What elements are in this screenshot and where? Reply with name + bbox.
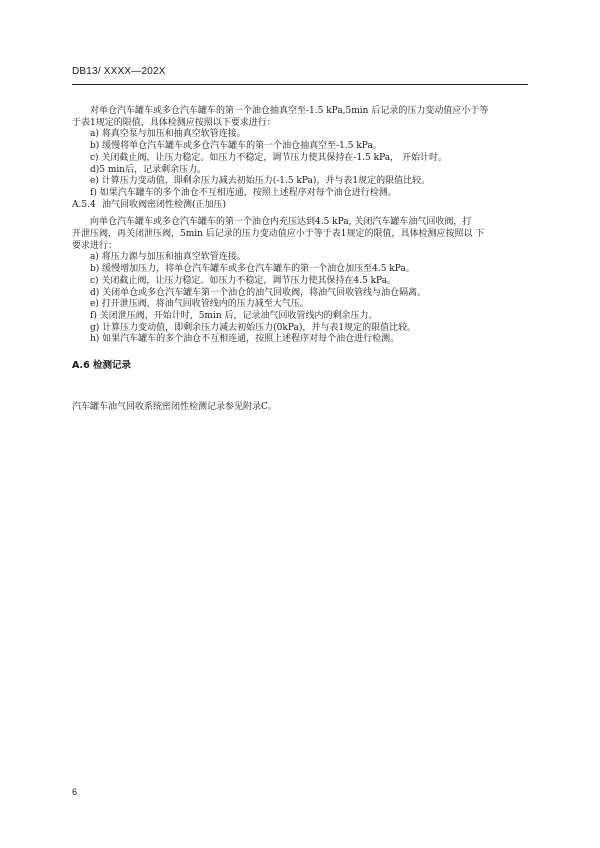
- document-id-header: DB13/ XXXX—202X: [72, 66, 166, 77]
- a54-item-b: b) 缓慢增加压力，将单仓汽车罐车或多仓汽车罐车的第一个油仓加压至4.5 kPa。: [90, 264, 415, 275]
- a54-title: 油气回收阀密闭性检测(正加压): [102, 199, 227, 210]
- a6-body: 汽车罐车油气回收系统密闭性检测记录参见附录C。: [72, 401, 277, 412]
- a53-item-b: b) 缓慢将单仓汽车罐车或多仓汽车罐车的第一个油仓抽真空至-1.5 kPa。: [90, 141, 382, 152]
- a53-item-d: d)5 min后，记录剩余压力。: [90, 164, 207, 175]
- a54-heading: [72, 200, 542, 212]
- a54-item-a: a) 将压力源与加压和抽真空软管连接。: [90, 252, 246, 263]
- a54-item-h: h) 如果汽车罐车的多个油仓不互相连通，按照上述程序对每个油仓进行检测。: [90, 334, 400, 345]
- header-divider: [72, 84, 528, 85]
- a54-item-e: e) 打开泄压阀，将油气回收管线内的压力减至大气压。: [90, 299, 309, 310]
- a53-intro-line-2: 于表1规定的限值，具体检测应按照以下要求进行：: [72, 117, 276, 128]
- a53-item-c: c) 关闭截止阀，让压力稳定。如压力不稳定，调节压力使其保持在-1.5 kPa， 开始计时。: [90, 152, 447, 163]
- a54-intro-line-1: 向单仓汽车罐车或多仓汽车罐车的第一个油仓内充压达到4.5 kPa, 关闭汽车罐车油气回收阀，打: [90, 217, 472, 228]
- a54-item-f: f) 关闭泄压阀，开始计时，5min 后，记录油气回收管线内的剩余压力。: [90, 310, 378, 321]
- a54-item-g: g) 计算压力变动值，即剩余压力减去初始压力(0kPa)，并与表1规定的限值比较。: [90, 322, 417, 333]
- a54-intro-line-3: 要求进行：: [72, 240, 118, 251]
- a53-item-a: a) 将真空泵与加压和抽真空软管连接。: [90, 129, 246, 140]
- a53-intro-line-1: 对单仓汽车罐车或多仓汽车罐车的第一个油仓抽真空至-1.5 kPa,5min 后记录的压力变动值应小于等: [90, 106, 489, 116]
- a54-item-d: d) 关闭单仓或多仓汽车罐车第一个油仓的油气回收阀，将油气回收管线与油仓隔离。: [90, 287, 427, 298]
- page-number: 6: [72, 787, 78, 797]
- page-body: [72, 106, 542, 413]
- a54-intro-line-2: 开泄压阀，再关闭泄压阀，5min 后记录的压力变动值应小于等于表1规定的限值，具体检测应按照以 下: [72, 229, 485, 240]
- a54-item-c: c) 关闭截止阀，让压力稳定。如压力不稳定，调节压力使其保持在4.5 kPa。: [90, 275, 397, 286]
- a53-item-f: f) 如果汽车罐车的多个油仓不互相连通，按照上述程序对每个油仓进行检测。: [90, 187, 397, 198]
- a6-heading: A.6 检测记录: [72, 360, 132, 372]
- a53-item-e: e) 计算压力变动值，即剩余压力减去初始压力(-1.5 kPa)，并与表1规定的限值比较。: [90, 176, 431, 187]
- a54-number: A.5.4: [72, 199, 96, 210]
